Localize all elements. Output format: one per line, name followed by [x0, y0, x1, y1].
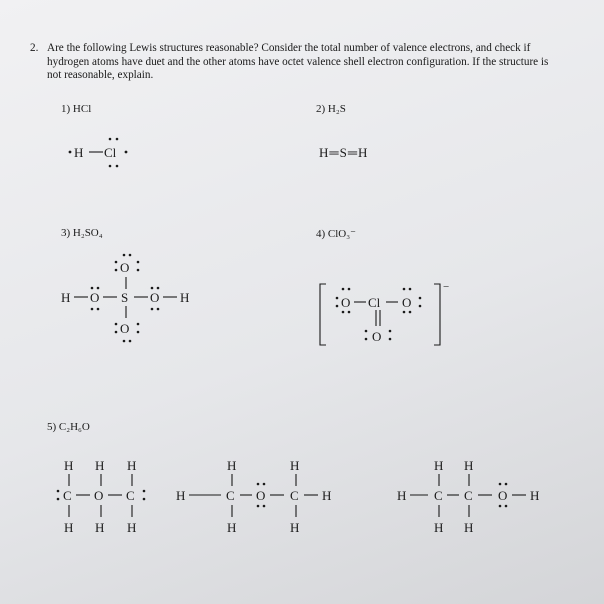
atom-h: H: [290, 520, 300, 535]
atom-h: H: [95, 458, 105, 473]
item-4-label: 4) ClO₃⁻: [316, 228, 356, 240]
structure-c2h6o-b: [176, 458, 331, 535]
charge: −: [443, 281, 450, 293]
structure-h2s: [319, 145, 368, 160]
atom-h: H: [127, 458, 137, 473]
atom-c: C: [464, 488, 473, 503]
atom-o: O: [372, 329, 382, 344]
atom-h: H: [397, 488, 407, 503]
atom-c: C: [63, 488, 72, 503]
atom-o: O: [150, 290, 160, 305]
h2s-formula: H═S═H: [319, 145, 369, 160]
atom-h: H: [74, 145, 84, 160]
atom-o: O: [120, 321, 130, 336]
atom-h: H: [227, 458, 237, 473]
atom-o: O: [94, 488, 104, 503]
atom-h: H: [464, 458, 474, 473]
atom-o: O: [498, 488, 508, 503]
atom-c: C: [226, 488, 235, 503]
atom-o: O: [341, 295, 351, 310]
atom-h: H: [95, 520, 105, 535]
atom-h: H: [127, 520, 137, 535]
atom-h: H: [64, 520, 74, 535]
atom-h: H: [64, 458, 74, 473]
structure-hcl: [69, 138, 128, 168]
atom-cl: Cl: [368, 295, 381, 310]
question-text: Are the following Lewis structures reasonable? Consider the total number of valence electrons, and check if hydrogen atoms have duet and the other atoms have octet valence shell electron configuration. If the structure is not reasonable, explain.: [47, 42, 549, 82]
item-1-label: 1) HCl: [61, 103, 92, 115]
structure-c2h6o-a: [57, 458, 146, 535]
atom-h: H: [290, 458, 300, 473]
atom-c: C: [290, 488, 299, 503]
item-5-label: 5) C₂H₆O: [47, 421, 90, 433]
item-3-label: 3) H₂SO₄: [61, 227, 103, 239]
atom-o: O: [256, 488, 266, 503]
atom-o: O: [402, 295, 412, 310]
atom-s: S: [121, 290, 129, 305]
atom-c: C: [434, 488, 443, 503]
atom-h: H: [464, 520, 474, 535]
atom-h: H: [227, 520, 237, 535]
question-number: 2.: [30, 42, 39, 54]
structure-clo3: [320, 281, 449, 345]
atom-o: O: [120, 260, 130, 275]
atom-h: H: [61, 290, 71, 305]
atom-h: H: [434, 520, 444, 535]
atom-cl: Cl: [104, 145, 117, 160]
atom-c: C: [126, 488, 135, 503]
atom-h: H: [530, 488, 540, 503]
atom-h: H: [176, 488, 186, 503]
structure-h2so4: [61, 254, 189, 343]
item-2-label: 2) H₂S: [316, 103, 346, 115]
structure-c2h6o-c: [397, 458, 539, 535]
atom-h: H: [180, 290, 190, 305]
atom-o: O: [90, 290, 100, 305]
atom-h: H: [322, 488, 332, 503]
atom-h: H: [434, 458, 444, 473]
